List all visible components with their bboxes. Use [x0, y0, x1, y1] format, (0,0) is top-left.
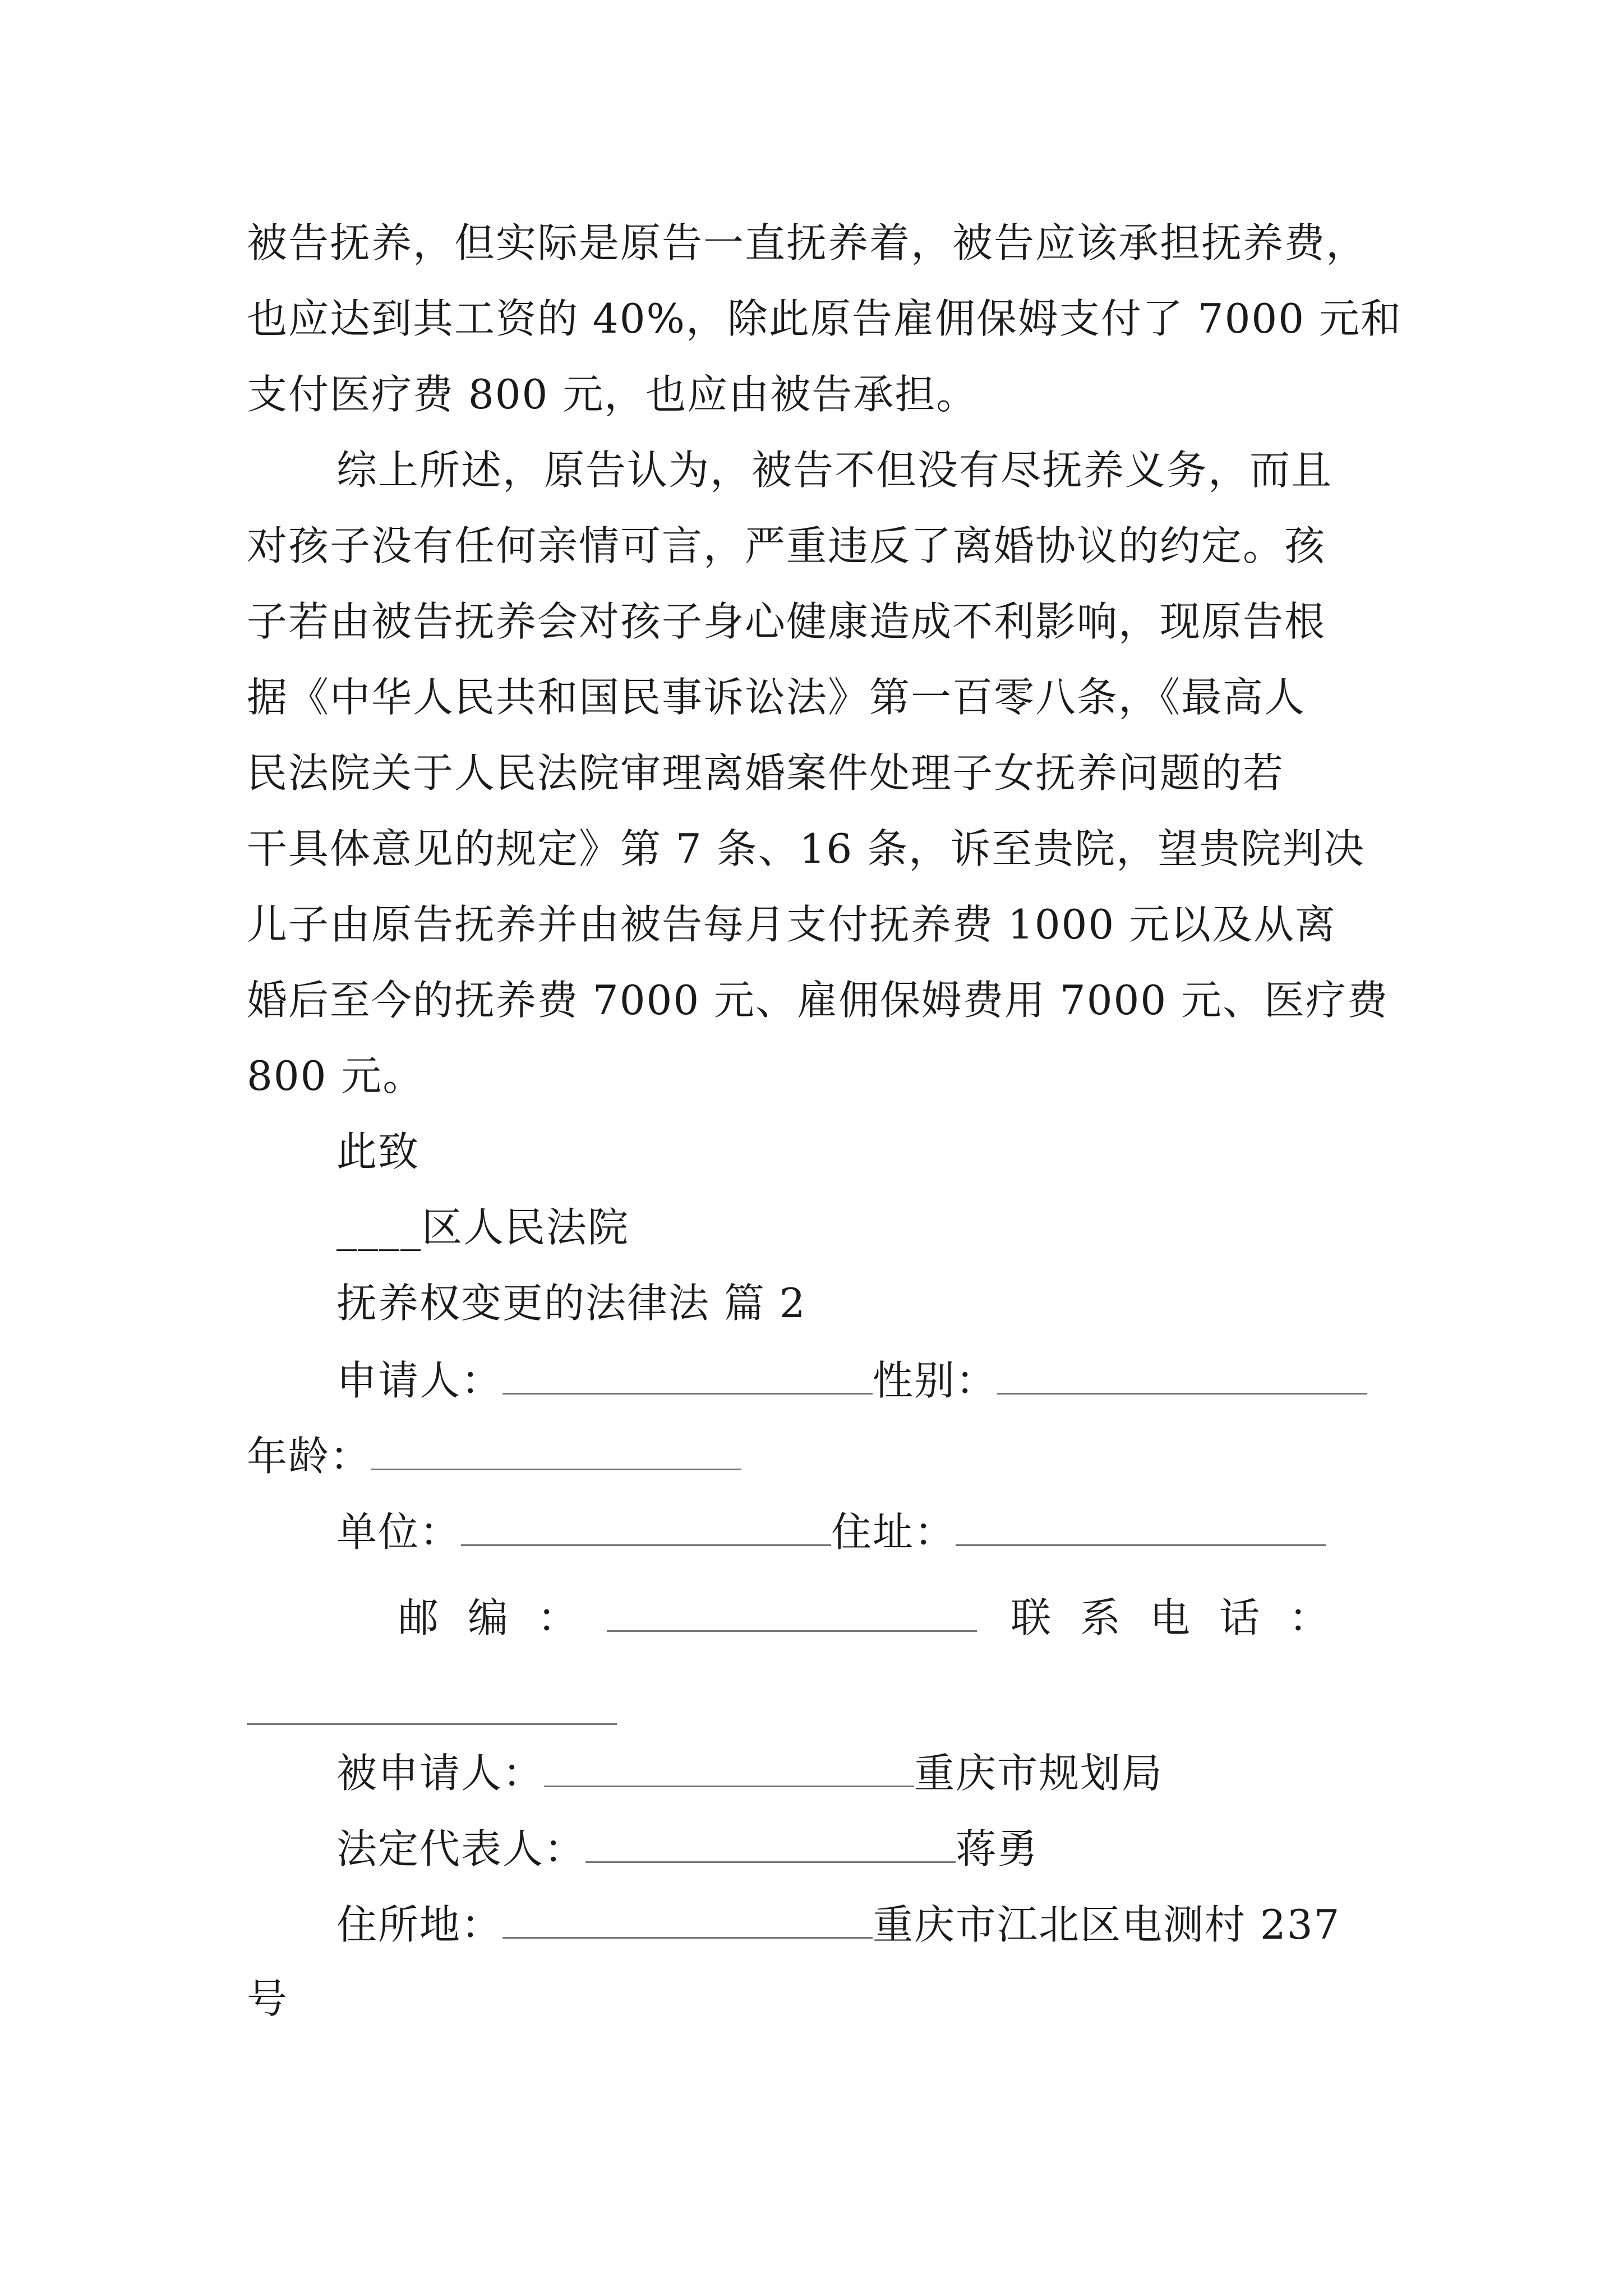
postcode-field	[607, 1591, 977, 1632]
phone-label: 联系电话：	[1011, 1594, 1359, 1641]
gender-field	[997, 1354, 1367, 1395]
postcode-label: 邮编：	[398, 1594, 607, 1641]
unit-label: 单位：	[336, 1508, 462, 1556]
body-text-line: 综上所述，原告认为，被告不但没有尽抚养义务，而且	[336, 447, 1333, 494]
gender-label: 性别：	[873, 1357, 998, 1404]
domicile-row	[336, 1898, 1469, 1950]
body-text-line: 对孩子没有任何亲情可言，严重违反了离婚协议的约定。孩	[247, 522, 1326, 569]
body-text-line: 子若由被告抚养会对孩子身心健康造成不利影响，现原告根	[247, 598, 1326, 645]
court-blank: ____	[336, 1204, 422, 1251]
respondent-label: 被申请人：	[336, 1750, 545, 1797]
applicant-label: 申请人：	[336, 1357, 503, 1404]
body-text-line: 支付医疗费 800 元，也应由被告承担。	[247, 371, 978, 418]
legal-rep-value: 蒋勇	[956, 1825, 1039, 1872]
age-row	[247, 1429, 1380, 1481]
domicile-label: 住所地：	[336, 1901, 503, 1948]
legal-rep-label: 法定代表人：	[336, 1825, 586, 1872]
address-field	[956, 1505, 1326, 1546]
age-label: 年龄：	[247, 1433, 372, 1480]
body-text-line: 被告抚养，但实际是原告一直抚养着，被告应该承担抚养费，	[247, 219, 1368, 266]
domicile-value-continued: 号	[247, 1975, 289, 2022]
body-text-line: 婚后至今的抚养费 7000 元、雇佣保姆费用 7000 元、医疗费	[247, 977, 1389, 1024]
address-label: 住址：	[831, 1508, 956, 1556]
respondent-row	[336, 1746, 1469, 1798]
court-addressee	[336, 1202, 1469, 1253]
applicant-row	[336, 1354, 1469, 1406]
domicile-field	[502, 1898, 873, 1939]
body-text-line: 也应达到其工资的 40%，除此原告雇佣保姆支付了 7000 元和	[247, 295, 1402, 342]
unit-row	[336, 1505, 1469, 1557]
respondent-field	[544, 1746, 914, 1787]
applicant-field	[502, 1354, 873, 1395]
section-title: 抚养权变更的法律法 篇 2	[336, 1280, 806, 1327]
body-text-line: 干具体意见的规定》第 7 条、16 条，诉至贵院，望贵院判决	[247, 825, 1366, 872]
respondent-value: 重庆市规划局	[914, 1750, 1164, 1797]
body-text-line: 800 元。	[247, 1052, 425, 1099]
age-field	[371, 1429, 741, 1470]
body-text-line: 据《中华人民共和国民事诉讼法》第一百零八条，《最高人	[247, 674, 1306, 721]
unit-field	[461, 1505, 831, 1546]
salutation: 此致	[336, 1128, 420, 1175]
domicile-value: 重庆市江北区电测村 237	[873, 1901, 1341, 1948]
postcode-row	[398, 1591, 1531, 1643]
legal-rep-field	[585, 1822, 956, 1863]
court-name: 区人民法院	[422, 1204, 630, 1251]
legal-rep-row	[336, 1822, 1469, 1874]
phone-field	[247, 1723, 617, 1725]
body-text-line: 儿子由原告抚养并由被告每月支付抚养费 1000 元以及从离	[247, 901, 1337, 948]
body-text-line: 民法院关于人民法院审理离婚案件处理子女抚养问题的若	[247, 749, 1285, 797]
